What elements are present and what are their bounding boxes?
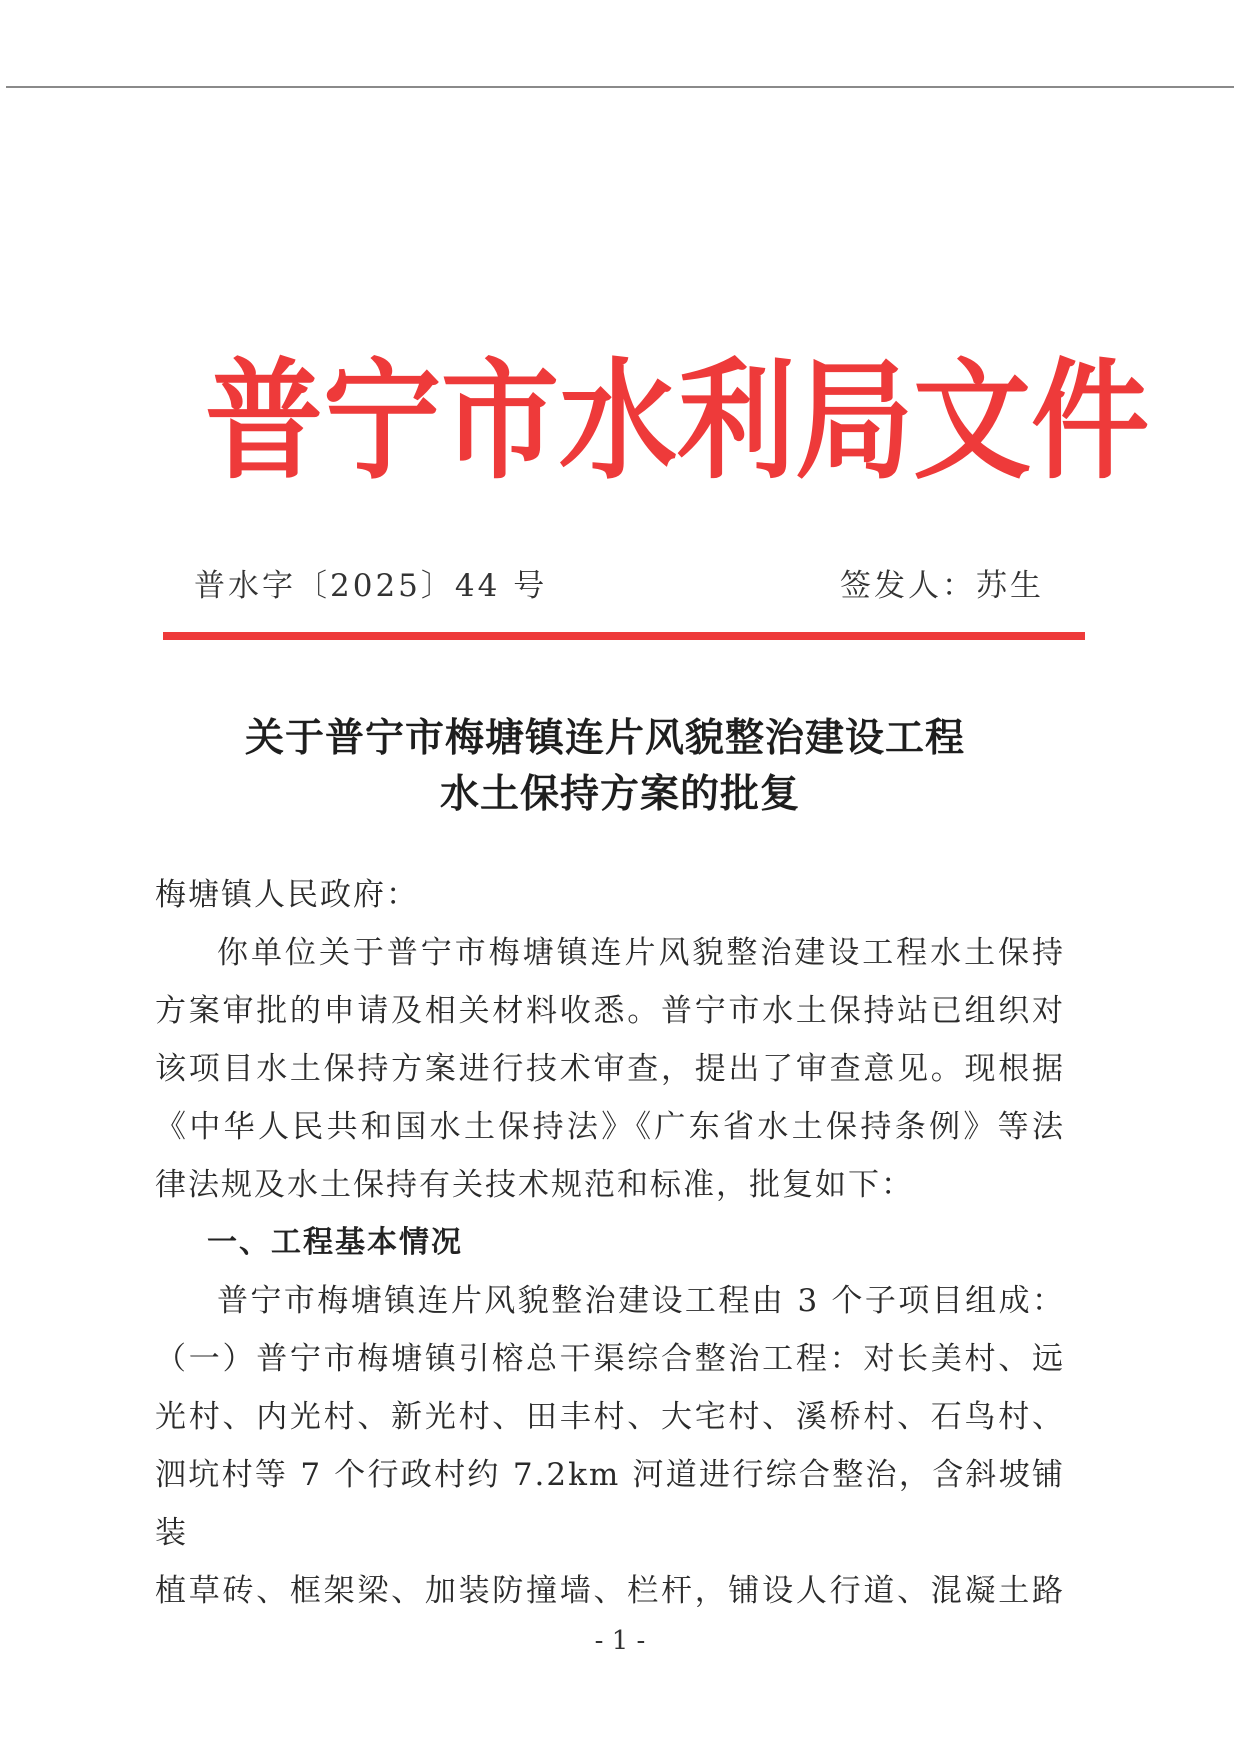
masthead-char: 市 <box>441 343 560 497</box>
section-heading: 一、工程基本情况 <box>207 1225 463 1260</box>
masthead-title <box>205 338 1150 503</box>
body-line: 该项目水土保持方案进行技术审查，提出了审查意见。现根据 <box>155 1051 1065 1087</box>
body-line: 你单位关于普宁市梅塘镇连片风貌整治建设工程水土保持 <box>217 935 1065 971</box>
masthead-char: 局 <box>795 343 914 497</box>
addressee: 梅塘镇人民政府： <box>155 877 419 913</box>
red-separator-rule <box>163 632 1085 640</box>
body-line: 植草砖、框架梁、加装防撞墙、栏杆，铺设人行道、混凝土路 <box>155 1573 1065 1609</box>
masthead-char: 文 <box>913 343 1032 497</box>
document-number: 普水字〔2025〕44 号 <box>194 568 548 604</box>
body-line: 泗坑村等 7 个行政村约 7.2km 河道进行综合整治，含斜坡铺装 <box>155 1457 1065 1551</box>
body-line: （一）普宁市梅塘镇引榕总干渠综合整治工程：对长美村、远 <box>155 1341 1065 1377</box>
body-line: 方案审批的申请及相关材料收悉。普宁市水土保持站已组织对 <box>155 993 1065 1029</box>
document-body <box>155 866 1065 1620</box>
title-line-2: 水土保持方案的批复 <box>439 771 800 817</box>
page-number: - 1 - <box>594 1626 646 1656</box>
document-title <box>0 710 1240 822</box>
masthead-char: 水 <box>559 343 678 497</box>
scan-top-line <box>6 86 1234 88</box>
masthead-char: 宁 <box>323 343 442 497</box>
body-line: 《中华人民共和国水土保持法》《广东省水土保持条例》等法 <box>155 1109 1065 1145</box>
masthead-char: 普 <box>205 343 324 497</box>
body-line: 律法规及水土保持有关技术规范和标准，批复如下： <box>155 1167 914 1203</box>
masthead-char: 利 <box>677 343 796 497</box>
signer: 签发人：苏生 <box>840 568 1044 604</box>
masthead-char: 件 <box>1031 343 1150 497</box>
title-line-1: 关于普宁市梅塘镇连片风貌整治建设工程 <box>244 715 965 761</box>
body-line: 光村、内光村、新光村、田丰村、大宅村、溪桥村、石鸟村、 <box>155 1399 1065 1435</box>
body-line: 普宁市梅塘镇连片风貌整治建设工程由 3 个子项目组成： <box>217 1283 1065 1319</box>
